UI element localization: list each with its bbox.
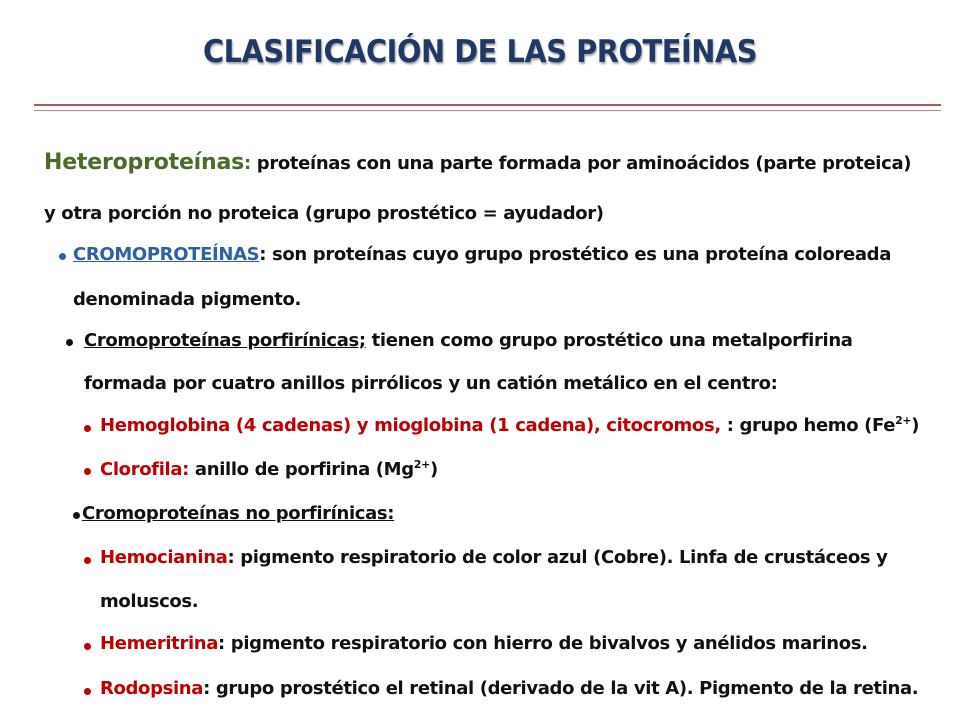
item-end: ): [911, 415, 920, 436]
bullet-icon: [84, 557, 91, 564]
no-porfirinicas-term: Cromoproteínas no porfirínicas:: [82, 503, 395, 524]
slide-title: CLASIFICACIÓN DE LAS PROTEÍNAS: [202, 34, 758, 70]
no-porfirinicas-item: [100, 633, 868, 654]
title-divider-bottom: [34, 110, 941, 111]
item-red-term: Rodopsina: [100, 678, 204, 699]
item-text: : pigmento respiratorio de color azul (Cobre). Linfa de crustáceos y: [227, 547, 888, 568]
cromoproteinas-line-1: [73, 244, 891, 265]
cromoproteinas-line-2: denominada pigmento.: [73, 289, 301, 310]
no-porfirinicas-item: [100, 678, 918, 699]
item-red-term: Clorofila:: [100, 459, 190, 480]
bullet-icon: [84, 468, 91, 475]
bullet-icon: [84, 643, 91, 650]
porfirinicas-term: Cromoproteínas porfirínicas;: [84, 330, 366, 351]
bullet-icon: [59, 253, 66, 260]
porfirinicas-line-1: [84, 330, 853, 351]
intro-line-1-text: proteínas con una parte formada por aminoácidos (parte proteica): [250, 153, 912, 174]
item-red-term: Hemeritrina: [100, 633, 219, 654]
intro-line-2: y otra porción no proteica (grupo prostético = ayudador): [44, 203, 604, 224]
item-end: ): [429, 459, 438, 480]
item-red-term: Hemocianina: [100, 547, 228, 568]
bullet-icon: [66, 339, 73, 346]
intro-line-1: [44, 150, 911, 175]
heteroproteinas-colon: :: [244, 153, 251, 174]
item-superscript: 2+: [413, 458, 430, 471]
item-superscript: 2+: [895, 414, 912, 427]
title-divider-top: [34, 104, 941, 106]
bullet-icon: [84, 688, 91, 695]
item-text: anillo de porfirina (Mg: [189, 459, 414, 480]
porfirinicas-item: [100, 415, 919, 436]
no-porfirinicas-item-continuation: moluscos.: [100, 591, 199, 612]
porfirinicas-line-1-text: tienen como grupo prostético una metalporfirina: [365, 330, 853, 351]
bullet-icon: [73, 512, 80, 519]
cromoproteinas-term: CROMOPROTEÍNAS: [73, 244, 260, 265]
item-text: : pigmento respiratorio con hierro de bivalvos y anélidos marinos.: [218, 633, 868, 654]
item-text: : grupo prostético el retinal (derivado de la vit A). Pigmento de la retina.: [203, 678, 919, 699]
heteroproteinas-term: Heteroproteínas: [44, 150, 245, 175]
porfirinicas-line-2: formada por cuatro anillos pirrólicos y un catión metálico en el centro:: [84, 373, 778, 394]
bullet-icon: [84, 425, 91, 432]
no-porfirinicas-item: [100, 547, 888, 568]
cromoproteinas-line-1-text: : son proteínas cuyo grupo prostético es una proteína coloreada: [259, 244, 891, 265]
item-text: : grupo hemo (Fe: [720, 415, 896, 436]
porfirinicas-item: [100, 459, 438, 480]
item-red-term: Hemoglobina (4 cadenas) y mioglobina (1 cadena), citocromos,: [100, 415, 721, 436]
no-porfirinicas-heading: [82, 503, 394, 524]
